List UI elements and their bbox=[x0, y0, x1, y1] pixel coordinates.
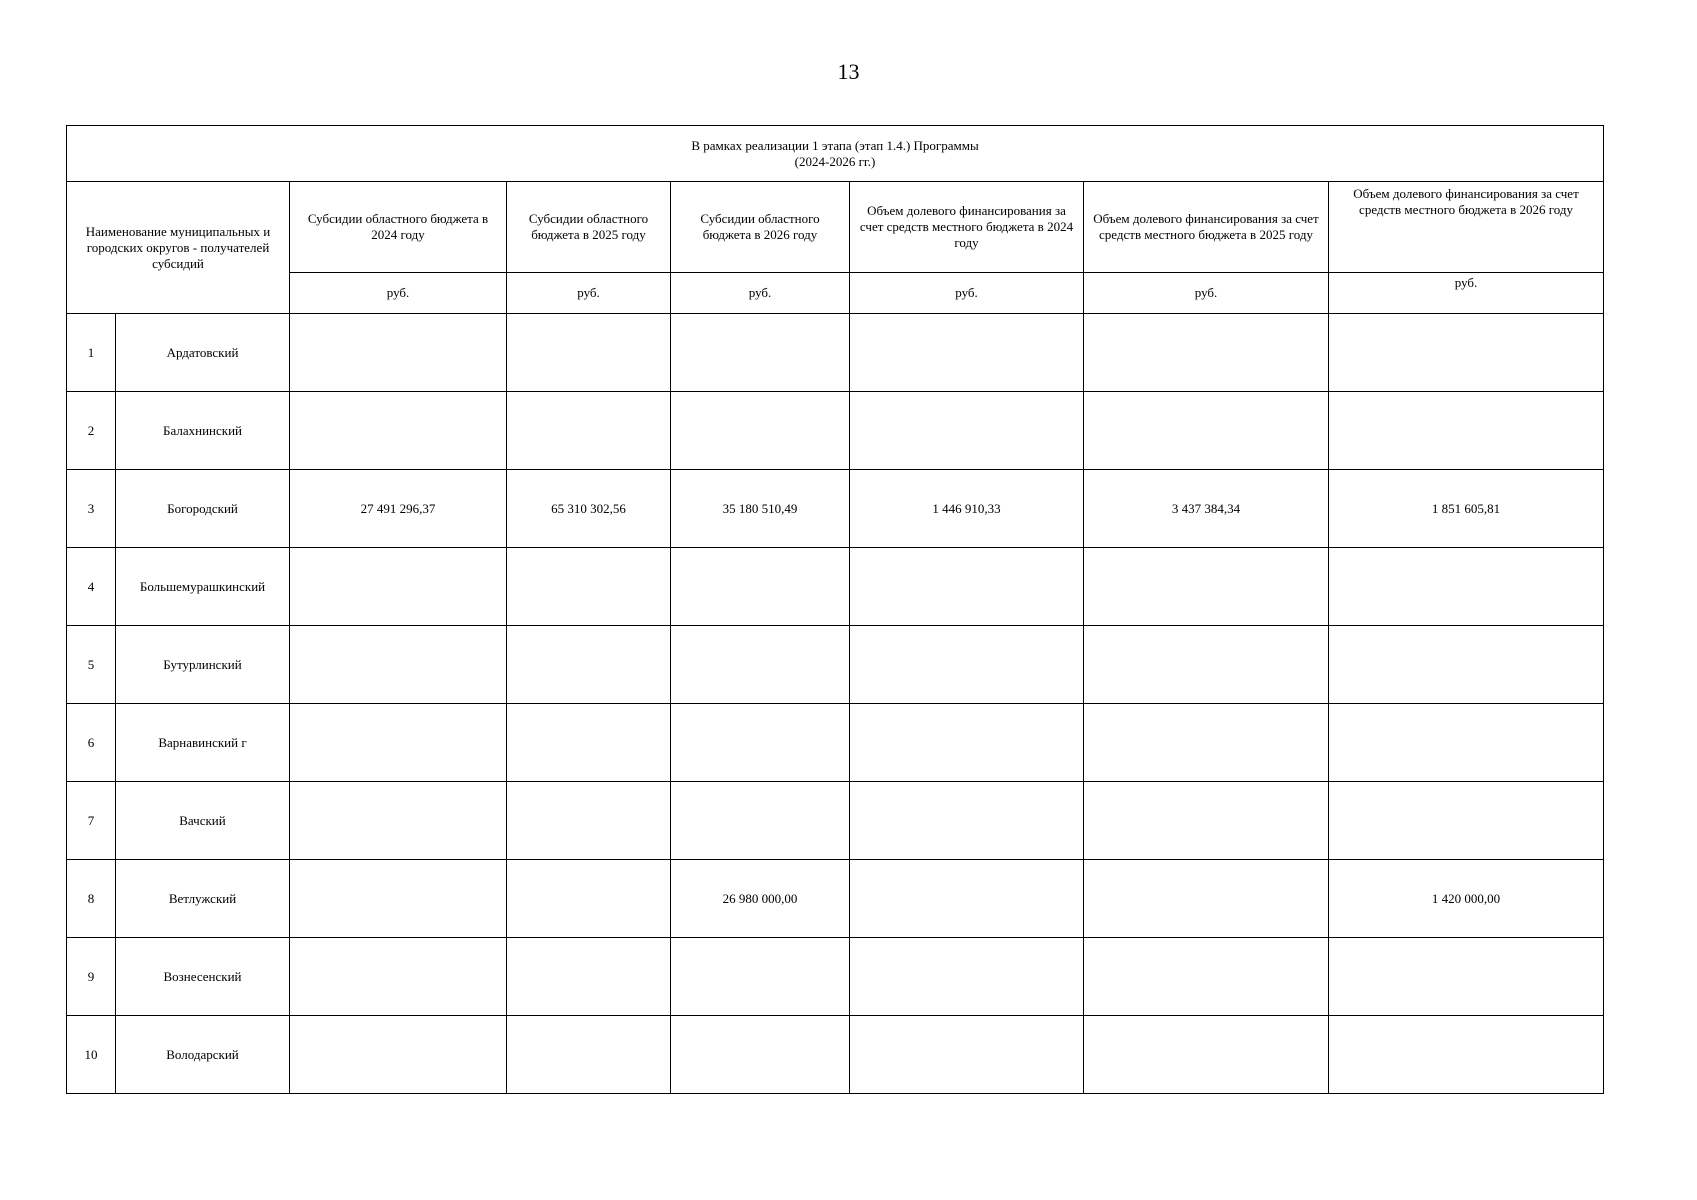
cell-subsidy-2026 bbox=[671, 626, 850, 704]
row-number: 4 bbox=[67, 548, 116, 626]
cell-local-2024 bbox=[850, 704, 1084, 782]
row-number: 8 bbox=[67, 860, 116, 938]
cell-subsidy-2026 bbox=[671, 782, 850, 860]
unit-subsidy-2025: руб. bbox=[507, 273, 671, 314]
cell-subsidy-2025 bbox=[507, 626, 671, 704]
municipality-name: Варнавинский г bbox=[116, 704, 290, 782]
table-row bbox=[67, 626, 1604, 704]
cell-local-2026: 1 420 000,00 bbox=[1329, 860, 1604, 938]
cell-local-2024 bbox=[850, 782, 1084, 860]
cell-subsidy-2025: 65 310 302,56 bbox=[507, 470, 671, 548]
cell-local-2024 bbox=[850, 392, 1084, 470]
municipality-name: Ветлужский bbox=[116, 860, 290, 938]
cell-local-2024 bbox=[850, 1016, 1084, 1094]
cell-subsidy-2025 bbox=[507, 782, 671, 860]
municipality-name: Вознесенский bbox=[116, 938, 290, 1016]
row-number: 7 bbox=[67, 782, 116, 860]
cell-local-2026 bbox=[1329, 626, 1604, 704]
unit-subsidy-2026: руб. bbox=[671, 273, 850, 314]
municipality-name: Бутурлинский bbox=[116, 626, 290, 704]
cell-local-2025: 3 437 384,34 bbox=[1084, 470, 1329, 548]
cell-subsidy-2024 bbox=[290, 860, 507, 938]
cell-subsidy-2026 bbox=[671, 392, 850, 470]
table-title-line-2: (2024-2026 гг.) bbox=[794, 153, 876, 169]
cell-subsidy-2025 bbox=[507, 860, 671, 938]
cell-local-2024 bbox=[850, 938, 1084, 1016]
cell-local-2025 bbox=[1084, 392, 1329, 470]
header-local-2024: Объем долевого финансирования за счет средств местного бюджета в 2024 году bbox=[850, 182, 1084, 273]
header-municipality: Наименование муниципальных и городских округов - получателей субсидий bbox=[67, 182, 290, 314]
cell-local-2024 bbox=[850, 314, 1084, 392]
header-subsidy-2026: Субсидии областного бюджета в 2026 году bbox=[671, 182, 850, 273]
cell-subsidy-2025 bbox=[507, 314, 671, 392]
table-row bbox=[67, 314, 1604, 392]
cell-subsidy-2024 bbox=[290, 548, 507, 626]
cell-subsidy-2026 bbox=[671, 704, 850, 782]
unit-local-2025: руб. bbox=[1084, 273, 1329, 314]
cell-subsidy-2024 bbox=[290, 1016, 507, 1094]
municipality-name: Большемурашкинский bbox=[116, 548, 290, 626]
cell-local-2026 bbox=[1329, 1016, 1604, 1094]
unit-subsidy-2024: руб. bbox=[290, 273, 507, 314]
row-number: 1 bbox=[67, 314, 116, 392]
table-row bbox=[67, 938, 1604, 1016]
cell-local-2024: 1 446 910,33 bbox=[850, 470, 1084, 548]
cell-subsidy-2026: 26 980 000,00 bbox=[671, 860, 850, 938]
cell-local-2026 bbox=[1329, 782, 1604, 860]
cell-subsidy-2024 bbox=[290, 704, 507, 782]
header-local-2025: Объем долевого финансирования за счет средств местного бюджета в 2025 году bbox=[1084, 182, 1329, 273]
cell-local-2025 bbox=[1084, 704, 1329, 782]
table-row bbox=[67, 470, 1604, 548]
cell-local-2024 bbox=[850, 548, 1084, 626]
table-title-row bbox=[67, 126, 1604, 182]
cell-subsidy-2025 bbox=[507, 1016, 671, 1094]
cell-local-2024 bbox=[850, 626, 1084, 704]
table-row bbox=[67, 1016, 1604, 1094]
cell-subsidy-2024 bbox=[290, 782, 507, 860]
unit-local-2026: руб. bbox=[1329, 273, 1604, 314]
cell-subsidy-2026 bbox=[671, 938, 850, 1016]
cell-local-2025 bbox=[1084, 860, 1329, 938]
cell-local-2025 bbox=[1084, 782, 1329, 860]
cell-local-2025 bbox=[1084, 314, 1329, 392]
cell-subsidy-2024 bbox=[290, 626, 507, 704]
table-units-row bbox=[67, 273, 1604, 314]
cell-local-2025 bbox=[1084, 626, 1329, 704]
cell-local-2026: 1 851 605,81 bbox=[1329, 470, 1604, 548]
table-row bbox=[67, 548, 1604, 626]
header-local-2026: Объем долевого финансирования за счет средств местного бюджета в 2026 году bbox=[1329, 182, 1604, 273]
cell-local-2026 bbox=[1329, 938, 1604, 1016]
unit-local-2024: руб. bbox=[850, 273, 1084, 314]
cell-subsidy-2026 bbox=[671, 314, 850, 392]
table-header-row bbox=[67, 182, 1604, 273]
header-subsidy-2025: Субсидии областного бюджета в 2025 году bbox=[507, 182, 671, 273]
subsidy-table bbox=[66, 125, 1604, 1094]
row-number: 10 bbox=[67, 1016, 116, 1094]
cell-subsidy-2024 bbox=[290, 314, 507, 392]
cell-local-2025 bbox=[1084, 548, 1329, 626]
cell-local-2025 bbox=[1084, 938, 1329, 1016]
cell-subsidy-2024 bbox=[290, 938, 507, 1016]
municipality-name: Балахнинский bbox=[116, 392, 290, 470]
cell-local-2026 bbox=[1329, 314, 1604, 392]
cell-local-2026 bbox=[1329, 704, 1604, 782]
table-title bbox=[67, 126, 1604, 182]
cell-subsidy-2025 bbox=[507, 938, 671, 1016]
cell-subsidy-2026 bbox=[671, 1016, 850, 1094]
table-row bbox=[67, 704, 1604, 782]
cell-subsidy-2025 bbox=[507, 392, 671, 470]
table-row bbox=[67, 782, 1604, 860]
cell-subsidy-2025 bbox=[507, 704, 671, 782]
table-row bbox=[67, 392, 1604, 470]
cell-subsidy-2025 bbox=[507, 548, 671, 626]
table-row bbox=[67, 860, 1604, 938]
row-number: 5 bbox=[67, 626, 116, 704]
row-number: 2 bbox=[67, 392, 116, 470]
municipality-name: Богородский bbox=[116, 470, 290, 548]
header-subsidy-2024: Субсидии областного бюджета в 2024 году bbox=[290, 182, 507, 273]
page-number: 13 bbox=[837, 59, 860, 84]
row-number: 9 bbox=[67, 938, 116, 1016]
table-title-line-1: В рамках реализации 1 этапа (этап 1.4.) Программы bbox=[691, 137, 979, 153]
row-number: 3 bbox=[67, 470, 116, 548]
municipality-name: Вачский bbox=[116, 782, 290, 860]
cell-local-2025 bbox=[1084, 1016, 1329, 1094]
municipality-name: Ардатовский bbox=[116, 314, 290, 392]
cell-subsidy-2026 bbox=[671, 548, 850, 626]
municipality-name: Володарский bbox=[116, 1016, 290, 1094]
cell-subsidy-2026: 35 180 510,49 bbox=[671, 470, 850, 548]
cell-local-2026 bbox=[1329, 548, 1604, 626]
cell-local-2026 bbox=[1329, 392, 1604, 470]
cell-subsidy-2024: 27 491 296,37 bbox=[290, 470, 507, 548]
cell-local-2024 bbox=[850, 860, 1084, 938]
row-number: 6 bbox=[67, 704, 116, 782]
cell-subsidy-2024 bbox=[290, 392, 507, 470]
